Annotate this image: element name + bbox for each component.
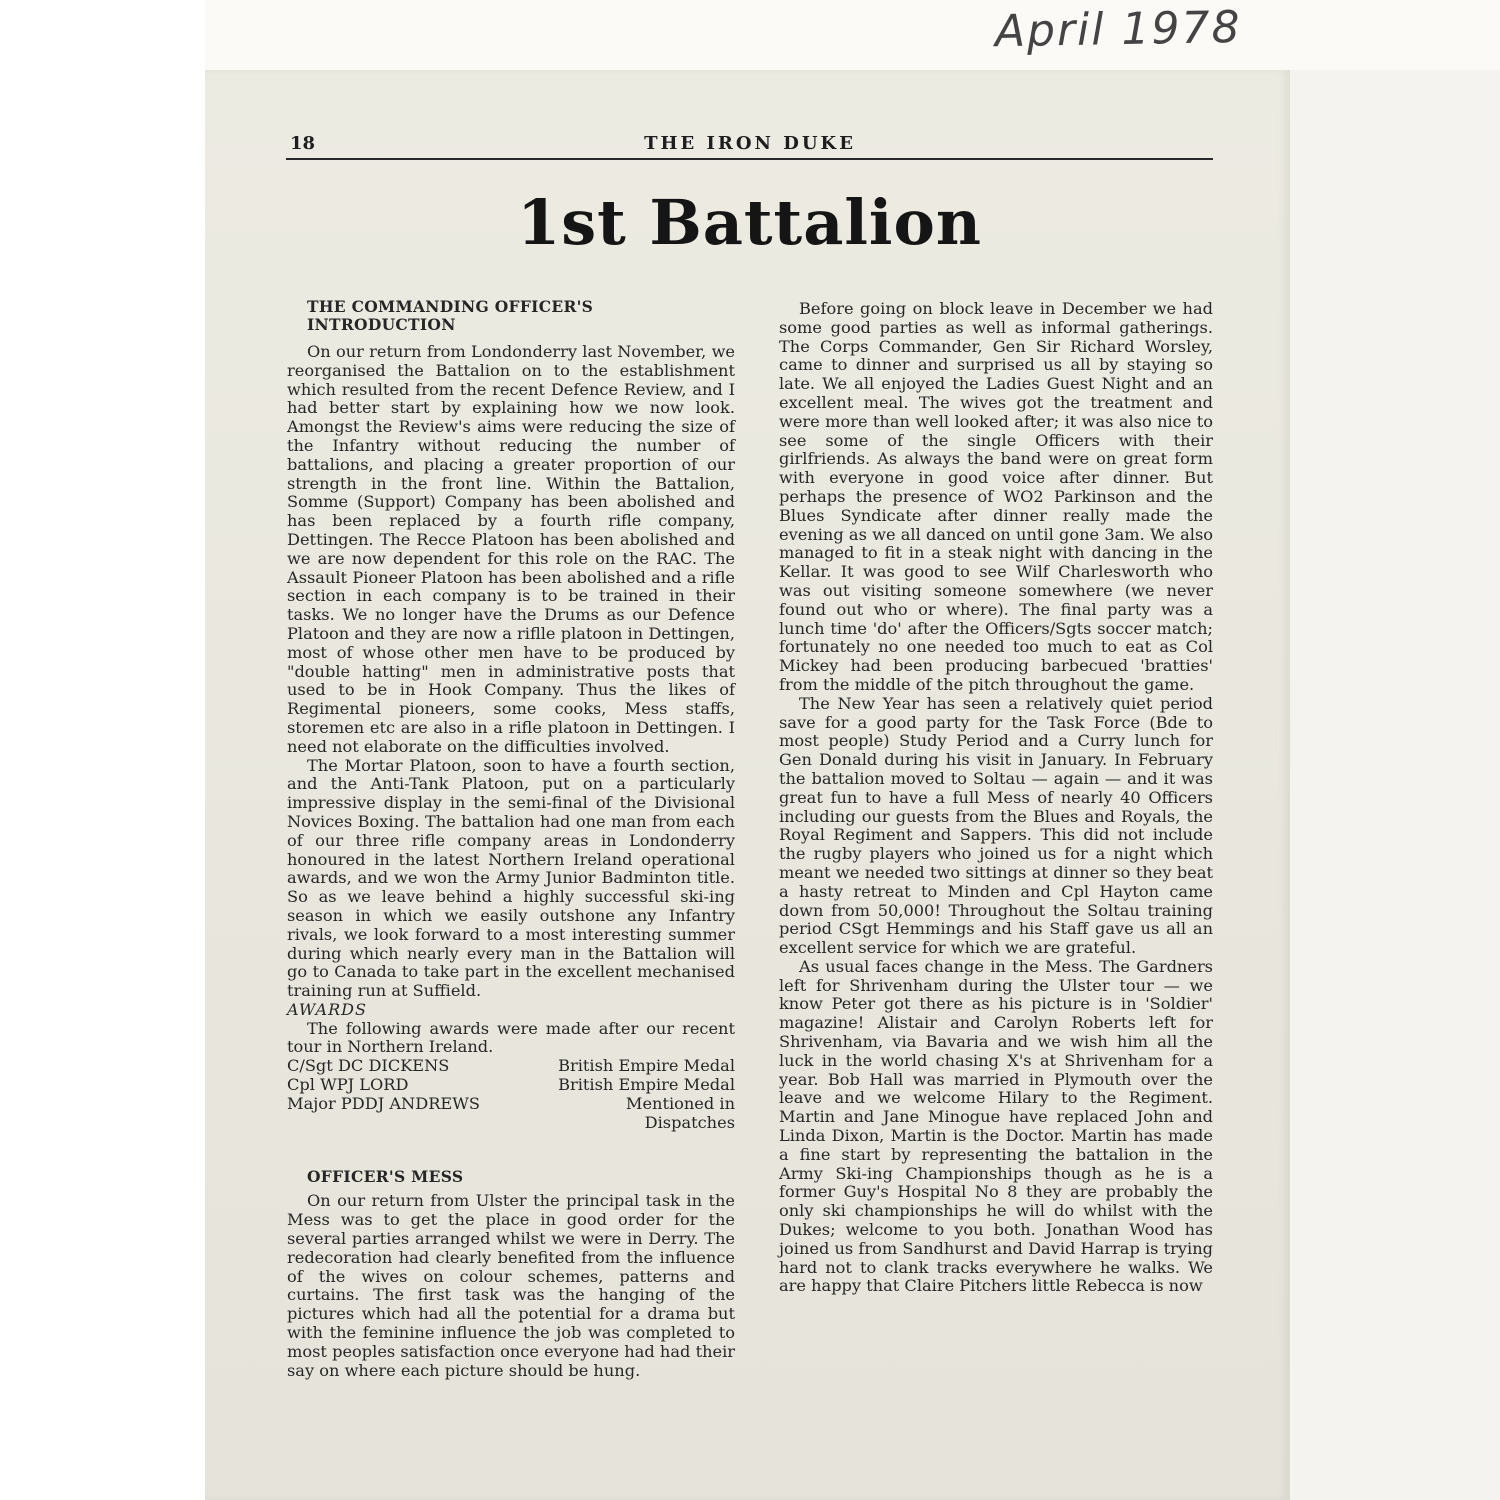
officers-mess-heading: OFFICER'S MESS <box>307 1167 464 1187</box>
co-intro-paragraph-1: On our return from Londonderry last November, we reorganised the Battalion on to the establishment which resulted from the recent Defence Review, and I had better start by explaining how we now look. Amongst the Review's aims were reducing the size of the Infantry without reducing the number of battalions, and placing a greater proportion of our strength in the front line. Within the Battalion, Somme (Support) Company has been abolished and has been replaced by a fourth rifle company, Dettingen. The Recce Platoon has been abolished and we are now dependent for this role on the RAC. The Assault Pioneer Platoon has been abolished and a rifle section in each company is to be trained in their tasks. We no longer have the Drums as our Defence Platoon and they are now a riflle platoon in Dettingen, most of whose other men have to be produced by "double hatting" men in administrative posts that used to be in Hook Company. Thus the likes of Regimental pioneers, some cooks, Mess staffs, storemen etc are also in a rifle platoon in Dettingen. I need not elaborate on the difficulties involved. <box>287 342 735 756</box>
award-recipient: Major PDDJ ANDREWS <box>287 1093 480 1113</box>
award-name: British Empire Medal <box>558 1075 735 1095</box>
scan-background-right <box>1290 70 1500 1500</box>
handwritten-date-annotation: April 1978 <box>994 1 1242 58</box>
left-column <box>287 298 735 1380</box>
page-number: 18 <box>290 133 316 154</box>
awards-intro: The following awards were made after our recent tour in Northern Ireland. <box>287 1018 735 1057</box>
officers-mess-paragraph-3: The New Year has seen a relatively quiet period save for a good party for the Task Force (Bde to most people) Study Period and a Curry lunch for Gen Donald during his visit in January. In February the battalion moved to Soltau — again — and it was great fun to have a full Mess of nearly 40 Officers including our guests from the Blues and Royals, the Royal Regiment and Sappers. This did not include the rugby players who joined us for a night which meant we needed two sittings at dinner so they beat a hasty retreat to Minden and Cpl Hayton came down from 50,000! Throughout the Soltau training period CSgt Hemmings and his Staff gave us all an excellent service for which we are grateful. <box>779 693 1213 958</box>
co-intro-heading-line1: THE COMMANDING OFFICER'S <box>307 297 594 316</box>
award-recipient: Cpl WPJ LORD <box>287 1075 409 1095</box>
award-name: Mentioned in Dispatches <box>625 1093 735 1132</box>
officers-mess-paragraph-1: On our return from Ulster the principal task in the Mess was to get the place in good order for the several parties arranged whilst we were in Derry. The redecoration had clearly benefited from the influence of the wives on colour schemes, patterns and curtains. The first task was the hanging of the pictures which had all the potential for a drama but with the feminine influence the job was completed to most peoples satisfaction once everyone had had their say on where each picture should be hung. <box>287 1191 735 1380</box>
award-row <box>287 1057 735 1076</box>
officers-mess-paragraph-2: Before going on block leave in December we had some good parties as well as informal gatherings. The Corps Commander, Gen Sir Richard Worsley, came to dinner and surprised us all by staying so late. We all enjoyed the Ladies Guest Night and an excellent meal. The wives got the treatment and were more than well looked after; it was also nice to see some of the single Officers with their girlfriends. As always the band were on great form with everyone in good voice after dinner. But perhaps the presence of WO2 Parkinson and the Blues Syndicate after dinner really made the evening as we all danced on until gone 3am. We also managed to fit in a steak night with dancing in the Kellar. It was good to see Wilf Charlesworth who was out visiting someone somewhere (we never found out who or where). The final party was a lunch time 'do' after the Officers/Sgts soccer match; fortunately no one needed too much to eat as Col Mickey had been producing barbecued 'bratties' from the middle of the pitch throughout the game. <box>779 299 1213 694</box>
section-title: 1st Battalion <box>517 186 982 259</box>
journal-name: THE IRON DUKE <box>644 133 856 154</box>
right-column <box>779 300 1213 1296</box>
award-name: British Empire Medal <box>558 1056 735 1076</box>
co-intro-paragraph-2: The Mortar Platoon, soon to have a fourth section, and the Anti-Tank Platoon, put on a particularly impressive display in the semi-final of the Divisional Novices Boxing. The battalion had one man from each of our three rifle company areas in Londonderry honoured in the latest Northern Ireland operational awards, and we won the Army Junior Badminton title. So as we leave behind a highly successful ski-ing season in which we easily outshone any Infantry rivals, we look forward to a most interesting summer during which nearly every man in the Battalion will go to Canada to take part in the excellent mechanised training run at Suffield. <box>287 755 735 1001</box>
award-row <box>287 1095 735 1133</box>
page-header <box>290 133 1210 161</box>
co-intro-heading-line2: INTRODUCTION <box>307 315 456 334</box>
officers-mess-paragraph-4: As usual faces change in the Mess. The Gardners left for Shrivenham during the Ulster tour — we know Peter got there as his picture is in 'Soldier' magazine! Alistair and Carolyn Roberts left for Shrivenham, via Bavaria and we wish him all the luck in the world chasing X's at Shrivenham for a year. Bob Hall was married in Plymouth over the leave and we welcome Hilary to the Regiment. Martin and Jane Minogue have replaced John and Linda Dixon, Martin is the Doctor. Martin has made a fine start by representing the battalion in the Army Ski-ing Championships though as he is a former Guy's Hospital No 8 they are probably the only ski championships he will do whilst with the Dukes; welcome to you both. Jonathan Wood has joined us from Sandhurst and David Harrap is trying hard not to clank tracks everywhere he walks. We are happy that Claire Pitchers little Rebecca is now <box>779 956 1213 1296</box>
scan-background-top <box>205 0 1500 78</box>
award-row <box>287 1076 735 1095</box>
awards-heading: AWARDS <box>287 999 367 1019</box>
header-rule <box>286 158 1213 160</box>
award-recipient: C/Sgt DC DICKENS <box>287 1056 450 1076</box>
scan-background-left <box>0 0 205 1500</box>
